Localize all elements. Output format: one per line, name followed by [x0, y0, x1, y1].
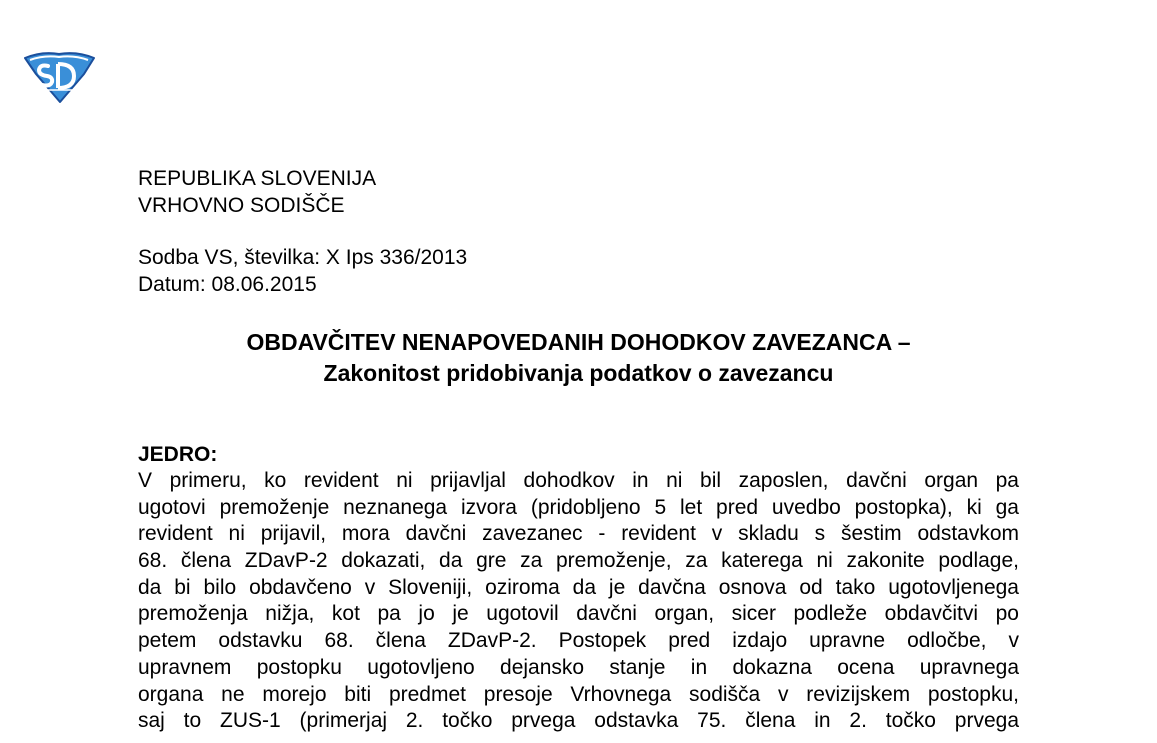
case-number: Sodba VS, številka: X Ips 336/2013: [138, 246, 468, 269]
jedro-line: revident ni prijavil, mora davčni zavezanec - revident v skladu s šestim odstavkom: [138, 522, 1019, 546]
case-date: Datum: 08.06.2015: [138, 273, 317, 296]
court-name: VRHOVNO SODIŠČE: [138, 194, 345, 217]
jedro-line: 68. člena ZDavP-2 dokazati, da gre za premoženje, za katerega ni zakonite podlage,: [138, 549, 1019, 573]
court-header: [138, 165, 376, 219]
document-title: [138, 327, 1019, 389]
jedro-line: saj to ZUS-1 (primerjaj 2. točko prvega odstavka 75. člena in 2. točko prvega: [138, 709, 1019, 733]
shield-logo-icon: [22, 50, 96, 104]
country-name: REPUBLIKA SLOVENIJA: [138, 167, 377, 190]
case-info: [138, 244, 467, 298]
jedro-line: organa ne morejo biti predmet presoje Vrhovnega sodišča v revizijskem postopku,: [138, 682, 1019, 706]
jedro-line: da bi bilo obdavčeno v Sloveniji, oziroma da je davčna osnova od tako ugotovljenega: [138, 575, 1019, 599]
jedro-heading: JEDRO:: [138, 443, 218, 466]
jedro-line: ugotovi premoženje neznanega izvora (pridobljeno 5 let pred uvedbo postopka), ki ga: [138, 495, 1019, 519]
supreme-court-logo: [22, 50, 96, 104]
jedro-body: [138, 468, 1019, 735]
jedro-line: petem odstavku 68. člena ZDavP-2. Postopek pred izdajo upravne odločbe, v: [138, 629, 1019, 653]
jedro-line: V primeru, ko revident ni prijavljal dohodkov in ni bil zaposlen, davčni organ pa: [138, 469, 1019, 492]
jedro-line: upravnem postopku ugotovljeno dejansko stanje in dokazna ocena upravnega: [138, 655, 1019, 679]
title-line-1: OBDAVČITEV NENAPOVEDANIH DOHODKOV ZAVEZANCA –: [246, 329, 911, 355]
title-line-2: Zakonitost pridobivanja podatkov o zavezancu: [323, 360, 834, 386]
jedro-line: premoženja nižja, kot pa jo je ugotovil davčni organ, sicer podleže obdavčitvi po: [138, 602, 1019, 626]
